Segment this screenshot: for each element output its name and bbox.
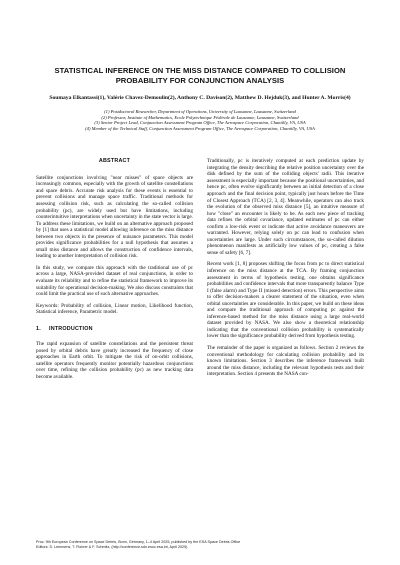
section-number: 1. (36, 325, 41, 332)
keywords: Keywords: Probability of collision, Linear motion, Likelihood function, Statistical inference, Parametric model. (36, 302, 193, 316)
right-column (207, 158, 364, 385)
abstract-paragraph-2: In this study, we compare this approach with the traditional use of pc across a large, NASA-provided dataset of real conjunctions, in order to evaluate its reliability and to refine the statistical framework to improve its suitability for operational decision-making. We also discuss constraints that could limit the practical use of such alternative approaches. (36, 264, 193, 298)
left-column (36, 158, 193, 385)
paper-title: STATISTICAL INFERENCE ON THE MISS DISTANCE COMPARED TO COLLISION PROBABILITY FOR CONJUNCTION ANALYSIS (54, 66, 346, 85)
section-title: INTRODUCTION (49, 325, 93, 332)
affiliations (36, 109, 364, 133)
two-column-body (36, 158, 364, 385)
body-paragraph-3: The remainder of the paper is organized as follows. Section 2 reviews the conventional methodology for calculating collision probability and its known limitations. Section 3 describes the inference framework built around the miss distance, including the relevant hypothesis tests and their interpretation. Section 4 presents the NASA con- (207, 344, 364, 378)
affiliation-1: (1) Postdoctoral Researcher, Department of Operations, University of Lausanne, Lausanne, Switzerland (104, 108, 296, 114)
introduction-paragraph: The rapid expansion of satellite constellations and the persistent threat posed by orbital debris have greatly increased the frequency of close approaches in Earth orbit. To mitigate the risk of on-orbit collisions, satellite operators frequently monitor potentially hazardous conjunctions over time, refining the collision probability (pc) as new tracking data become available. (36, 341, 193, 380)
abstract-heading: ABSTRACT (98, 158, 131, 165)
body-paragraph-2: Recent work [1, 8] proposes shifting the focus from pc to direct statistical inference on the miss distance at the TCA. By framing conjunction assessment in terms of hypothesis testing, one obtains significance probabilities and confidence intervals that more transparently balance Type I (false alarm) and Type II (missed detection) errors. This perspective aims to offer decision-makers a clearer statement of the situation, even when orbital uncertainties are considerable. In this paper, we build on these ideas and compare the traditional approach of computing pc against the inference-based method for the miss distance using a large real-world dataset provided by NASA. We also show a theoretical relationship indicating that the conventional collision probability is systematically lower than the significance probability derived from hypothesis testing. (207, 261, 364, 340)
affiliation-4: (4) Member of the Technical Staff, Conjunction Assessment Program Office, The Aerospace Corporation, Chantilly, VA, USA (85, 126, 315, 132)
proceedings-footer (36, 540, 364, 550)
footer-line-2: Editors: S. Lemmens, T. Flohrer & F. Schmitz, (http://conference.sdo.esoc.esa.int, April 2025) (36, 544, 188, 549)
footer-line-1: Proc. 9th European Conference on Space Debris, Bonn, Germany, 1–4 April 2025, published by the ESA Space Debris Office (36, 540, 241, 544)
abstract-paragraph-1: Satellite conjunctions involving "near misses" of space objects are increasingly common, especially with the growth of satellite constellations and space debris. Accurate risk analysis for these events is essential to prevent collisions and manage space traffic. Traditional methods for assessing collision risk, such as calculating the so-called collision probability (pc), are widely used but have limitations, including counterintuitive interpretations when uncertainty in the state vector is large. To address these limitations, we build on an alternative approach proposed by [1] that uses a statistical model allowing inference on the miss distance between two objects in the presence of nuisance parameters. This model provides significance probabilities for a null hypothesis that assumes a small miss distance and allows the construction of confidence intervals, leading to another interpretation of collision risk. (36, 174, 193, 260)
author-list: Soumaya Elkantassi(1), Valérie Chavez-Demoulin(2), Anthony C. Davison(2), Matthew D. Hejduk(3), and Hunter A. Morris(4) (49, 95, 351, 102)
body-paragraph-1: Traditionally, pc is iteratively computed at each prediction update by integrating the density describing the relative position uncertainty over the disk defined by the sum of the colliding objects' radii. This iterative assessment is especially important because the positional uncertainties, and hence pc, often evolve significantly between an initial detection of a close approach and the final decision point, typically just hours before the Time of Closest Approach (TCA) [2, 3, 4]. Meanwhile, operators can also track the evolution of the observed miss distance [5], an intuitive measure of how "close" an encounter is likely to be. As each new piece of tracking data refines the orbital covariance, updated estimates of pc can either confirm a low-risk event or indicate that active avoidance maneuvers are warranted. However, relying solely on pc can lead to confusion when uncertainties are large. Under such circumstances, the so-called dilution phenomenon manifests as artificially low values of pc, creating a false sense of safety [6, 7]. (207, 158, 364, 256)
introduction-heading (36, 326, 193, 333)
affiliation-2: (2) Professor, Institute of Mathematics, Ecole Polytechnique Fédérale de Lausanne, Lausanne, Switzerland (101, 114, 299, 120)
affiliation-3: (3) Senior Project Lead, Conjunction Assessment Program Office, The Aerospace Corporation, Chantilly, VA, USA (94, 120, 306, 126)
